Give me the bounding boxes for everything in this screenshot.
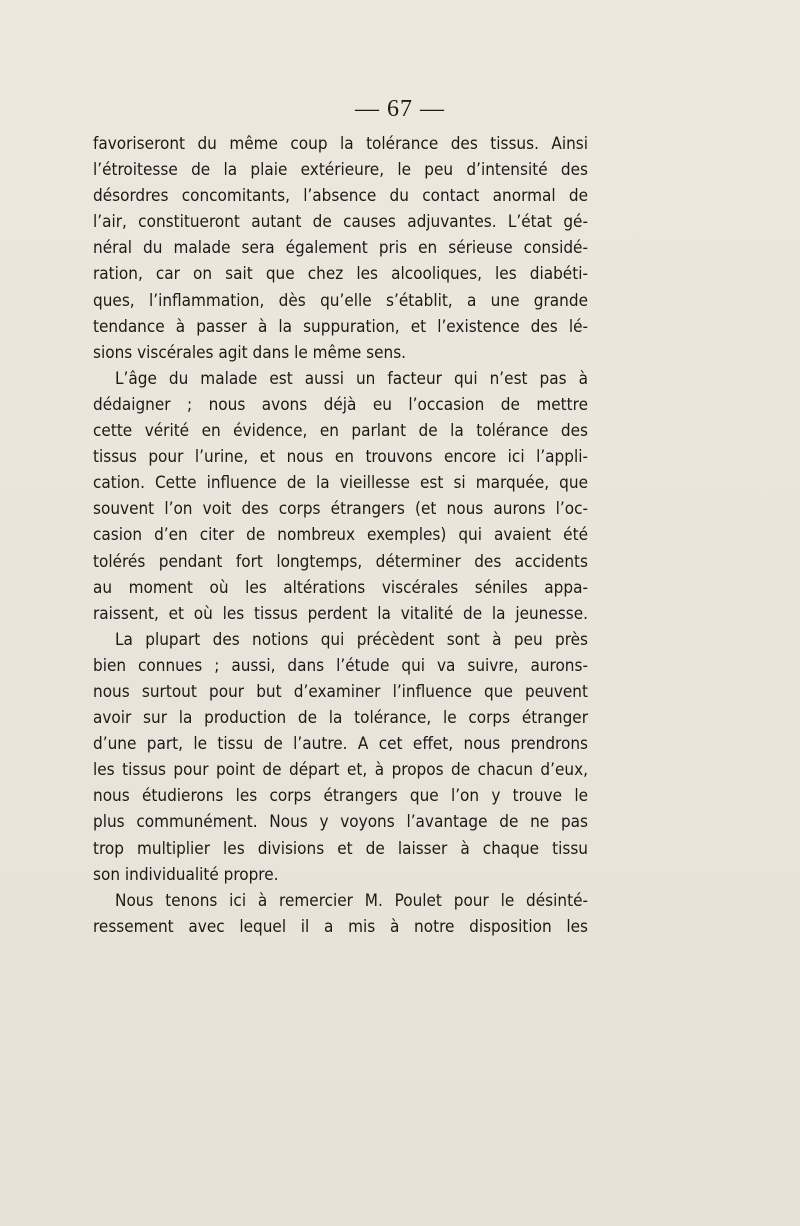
text-line: plus communément. Nous y voyons l’avantage de ne pas bbox=[93, 812, 588, 833]
text-line: ration, car on sait que chez les alcooliques, les diabéti- bbox=[93, 264, 588, 285]
text-line: son individualité propre. bbox=[93, 864, 279, 885]
text-line: tissus pour l’urine, et nous en trouvons encore ici l’appli- bbox=[93, 447, 588, 468]
text-line: nous surtout pour but d’examiner l’influence que peuvent bbox=[93, 681, 588, 702]
text-line: tendance à passer à la suppuration, et l’existence des lé- bbox=[93, 316, 588, 337]
body-text bbox=[93, 131, 588, 940]
text-line: néral du malade sera également pris en sérieuse considé- bbox=[93, 238, 588, 259]
text-line: L’âge du malade est aussi un facteur qui n’est pas à bbox=[115, 368, 588, 389]
text-line: casion d’en citer de nombreux exemples) qui avaient été bbox=[93, 525, 588, 546]
text-line: l’étroitesse de la plaie extérieure, le peu d’intensité des bbox=[93, 160, 588, 181]
text-line: La plupart des notions qui précèdent sont à peu près bbox=[115, 629, 588, 650]
text-line: nous étudierons les corps étrangers que l’on y trouve le bbox=[93, 786, 588, 807]
text-line: raissent, et où les tissus perdent la vitalité de la jeunesse. bbox=[93, 603, 588, 624]
text-line: cette vérité en évidence, en parlant de la tolérance des bbox=[93, 421, 588, 442]
text-line: favoriseront du même coup la tolérance des tissus. Ainsi bbox=[93, 134, 588, 154]
text-line: cation. Cette influence de la vieillesse est si marquée, que bbox=[93, 473, 588, 494]
text-line: sions viscérales agit dans le même sens. bbox=[93, 342, 407, 363]
text-line: d’une part, le tissu de l’autre. A cet effet, nous prendrons bbox=[93, 734, 588, 755]
text-line: trop multiplier les divisions et de laisser à chaque tissu bbox=[93, 838, 588, 859]
text-line: avoir sur la production de la tolérance, le corps étranger bbox=[93, 708, 588, 729]
page-number: — 67 — bbox=[355, 96, 445, 122]
text-line: dédaigner ; nous avons déjà eu l’occasion de mettre bbox=[93, 394, 588, 415]
text-line: ressement avec lequel il a mis à notre disposition les bbox=[93, 916, 588, 937]
text-line: bien connues ; aussi, dans l’étude qui va suivre, aurons- bbox=[93, 655, 588, 676]
text-line: tolérés pendant fort longtemps, déterminer des accidents bbox=[93, 551, 588, 572]
text-line: désordres concomitants, l’absence du contact anormal de bbox=[93, 186, 588, 207]
text-line: Nous tenons ici à remercier M. Poulet pour le désinté- bbox=[115, 890, 588, 911]
text-line: l’air, constitueront autant de causes adjuvantes. L’état gé- bbox=[93, 212, 588, 233]
text-line: ques, l’inflammation, dès qu’elle s’établit, a une grande bbox=[93, 290, 588, 311]
text-line: les tissus pour point de départ et, à propos de chacun d’eux, bbox=[93, 760, 588, 781]
text-line: au moment où les altérations viscérales séniles appa- bbox=[93, 577, 588, 598]
text-line: souvent l’on voit des corps étrangers (et nous aurons l’oc- bbox=[93, 499, 588, 520]
